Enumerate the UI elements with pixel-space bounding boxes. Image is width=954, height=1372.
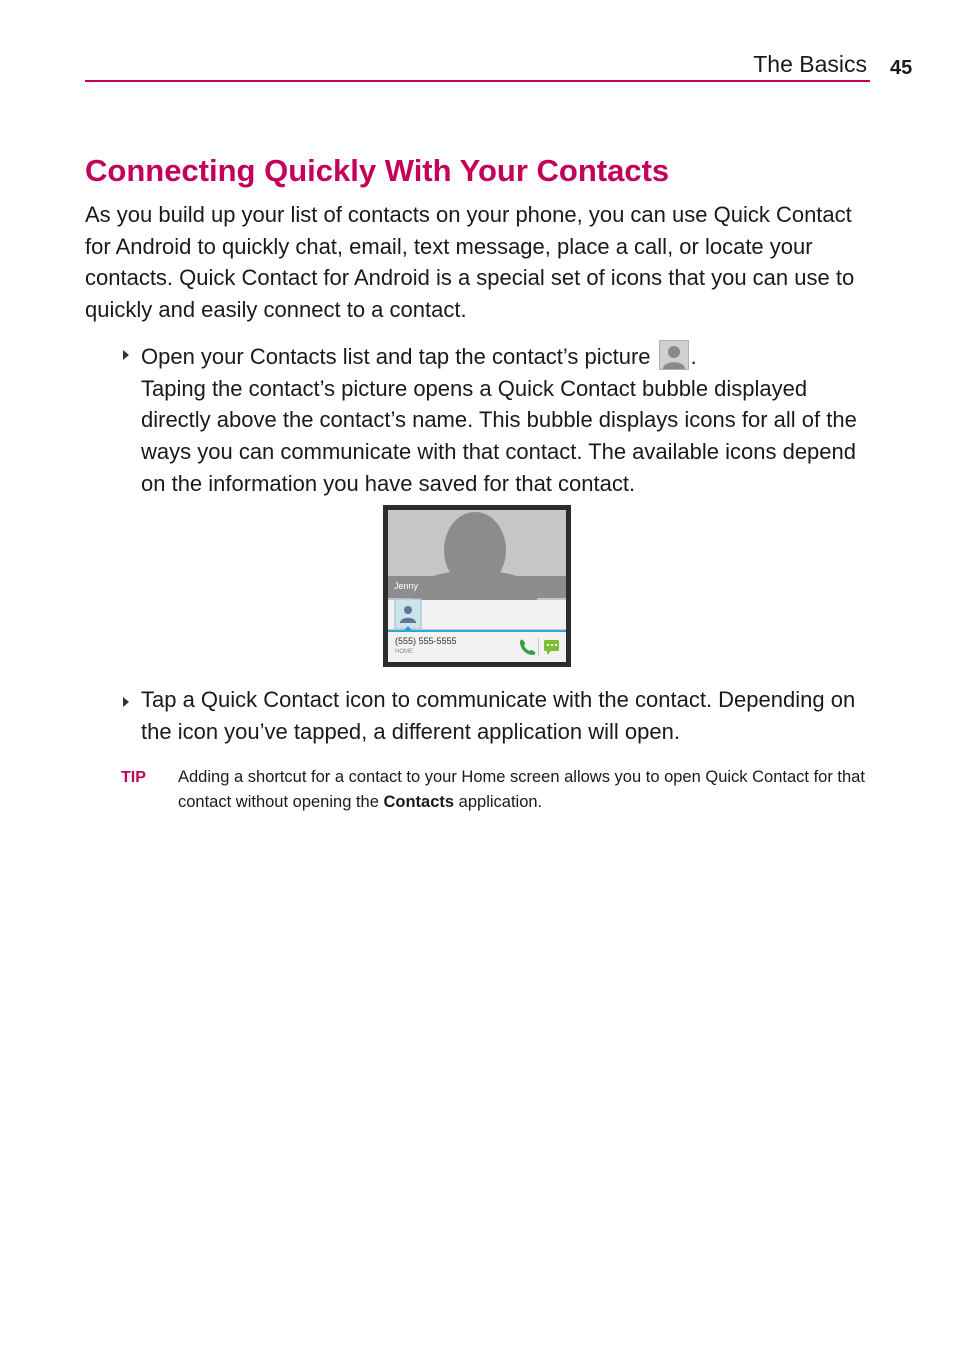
tip-text-start: Adding a shortcut for a contact to your Home screen allows you to open Quick Contact for that contact without opening the xyxy=(178,768,865,811)
bullet-1-continuation: Taping the contact’s picture opens a Quick Contact bubble displayed directly above the contact’s name. This bubble displays icons for all of the ways you can communicate with that contact. The available icons depend on the information you have saved for that contact. xyxy=(141,375,857,496)
tip-label: TIP xyxy=(121,769,146,786)
bullet-item-2: Tap a Quick Contact icon to communicate with the contact. Depending on the icon you’ve tapped, a different application will open. xyxy=(141,687,856,744)
contact-phone-number: (555) 555-5555 xyxy=(395,636,457,646)
bullet-arrow-icon xyxy=(121,348,131,362)
tip-text-end: application. xyxy=(454,792,543,811)
contact-name-label: Jenny xyxy=(394,581,419,591)
contact-phone-type: HOME xyxy=(395,649,413,655)
header-rule xyxy=(85,80,870,82)
contact-avatar-icon xyxy=(659,340,689,370)
intro-paragraph: As you build up your list of contacts on your phone, you can use Quick Contact for Android to quickly chat, email, text message, place a call, or locate your contacts. Quick Contact for Android is a special set of icons that you can use to quickly and easily connect to a contact. xyxy=(85,202,855,323)
tip-contacts-app-name: Contacts xyxy=(383,792,455,811)
quick-contact-screenshot xyxy=(383,505,571,667)
bullet-item-1 xyxy=(141,340,876,500)
page-number: 45 xyxy=(890,57,913,79)
bullet-arrow-icon xyxy=(121,695,131,709)
bullet-1-period: . xyxy=(690,344,697,369)
tip-text xyxy=(178,765,868,814)
header-section-title: The Basics xyxy=(753,51,867,77)
bullet-1-text: Open your Contacts list and tap the contact’s picture xyxy=(141,344,651,369)
page-title: Connecting Quickly With Your Contacts xyxy=(85,153,670,188)
